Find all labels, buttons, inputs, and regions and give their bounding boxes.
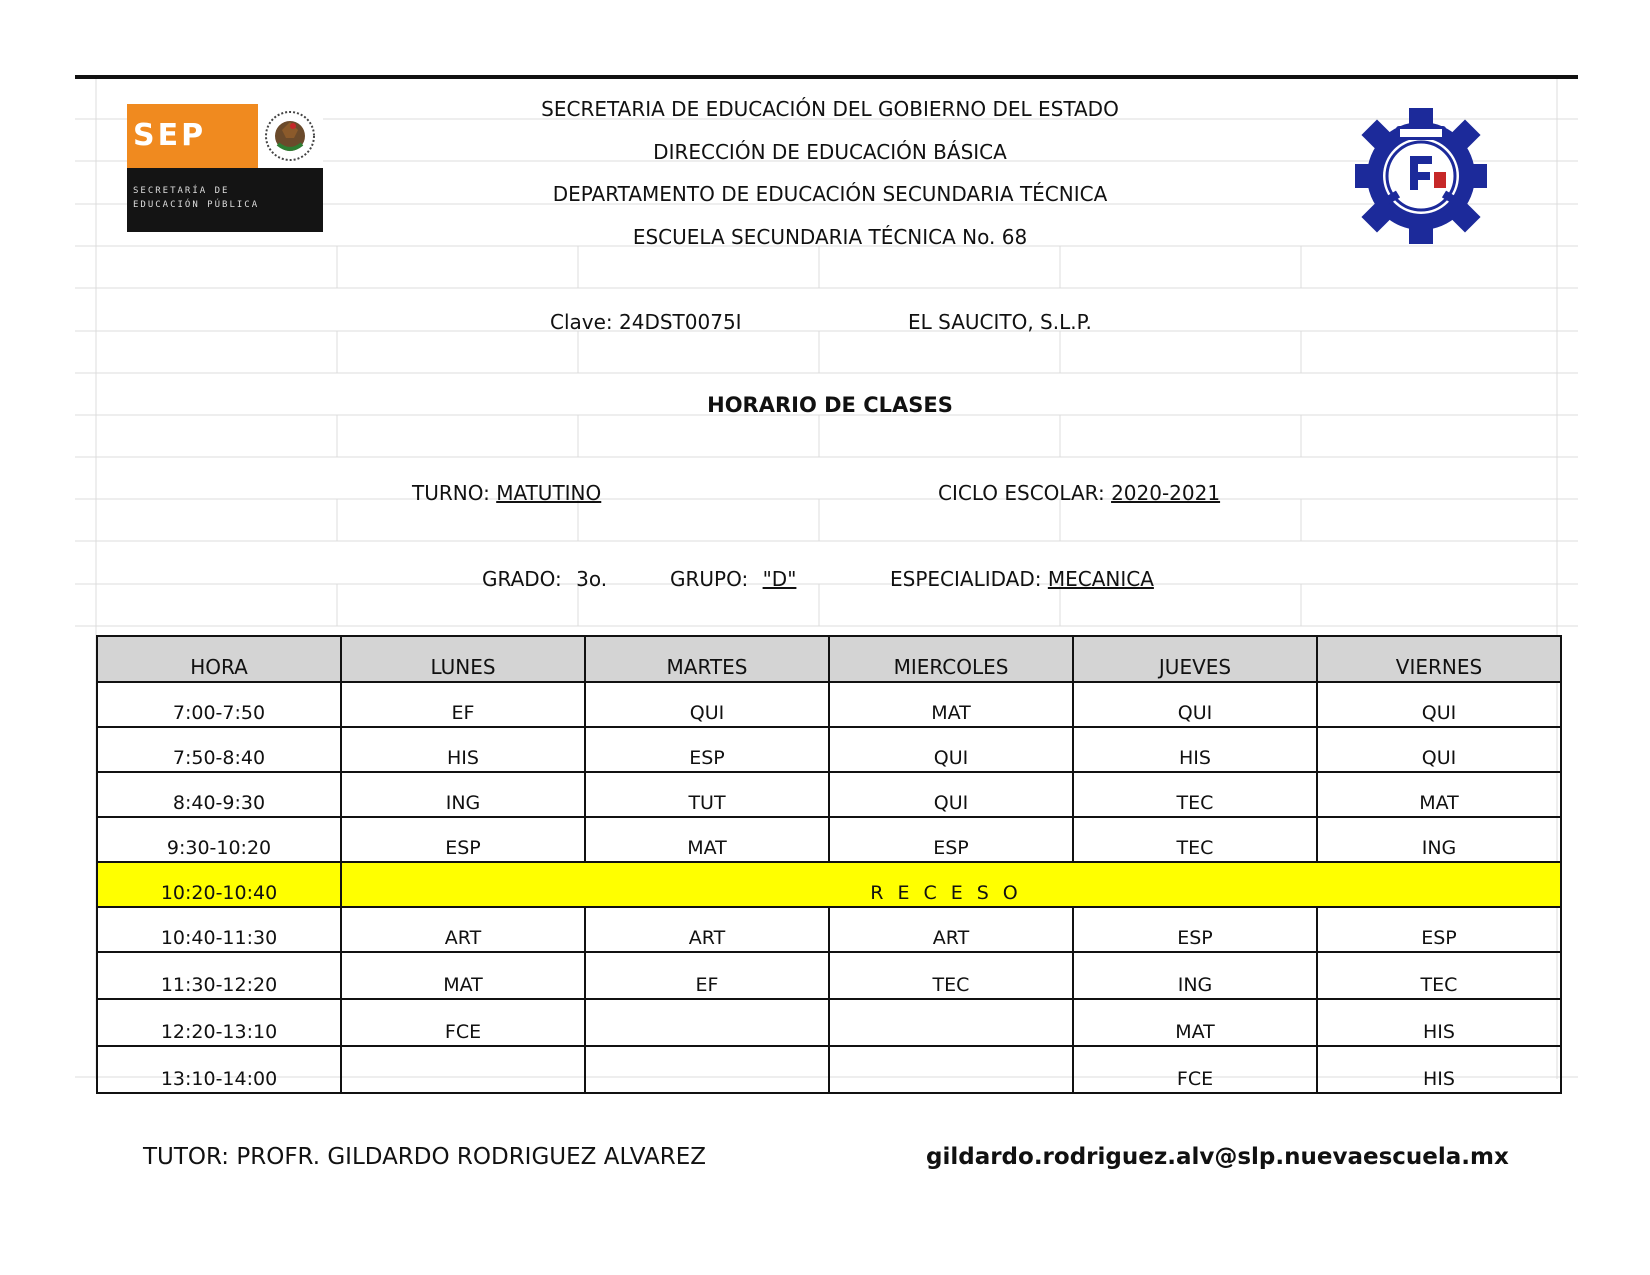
especialidad-value: MECANICA [1047,567,1154,591]
schedule-table [96,635,1562,1094]
cell-class [829,999,1073,1046]
cell-class: TEC [829,952,1073,999]
table-row [97,817,1561,862]
ciclo-label: CICLO ESCOLAR: [938,481,1105,505]
tutor-email: gildardo.rodriguez.alv@slp.nuevaescuela.mx [926,1144,1509,1170]
cell-class: HIS [1073,727,1317,772]
turno-value: MATUTINO [496,481,602,505]
school-name: ESCUELA SECUNDARIA TÉCNICA No. 68 [632,225,1028,249]
cell-class: HIS [1317,1046,1561,1093]
cell-time: 10:40-11:30 [97,907,341,952]
cell-class: FCE [1073,1046,1317,1093]
header-viernes: VIERNES [1317,636,1561,682]
grado-label: GRADO: [482,567,562,591]
school-gear-logo-icon [1338,106,1504,246]
cell-class: ESP [341,817,585,862]
especialidad-label: ESPECIALIDAD: [890,567,1042,591]
cell-class: ING [341,772,585,817]
cell-time: 8:40-9:30 [97,772,341,817]
table-row [97,727,1561,772]
sep-logo [127,104,323,232]
cell-class: MAT [1073,999,1317,1046]
recess-row [97,862,1561,907]
cell-class: HIS [341,727,585,772]
cell-class: EF [341,682,585,727]
table-header-row [97,636,1561,682]
cell-class [585,999,829,1046]
cell-class: EF [585,952,829,999]
cell-class: TEC [1317,952,1561,999]
sep-subtitle [133,184,259,212]
cell-class: ING [1073,952,1317,999]
cell-class: ESP [1317,907,1561,952]
table-row [97,999,1561,1046]
cell-class: ART [829,907,1073,952]
especialidad-field [890,567,1154,591]
cell-class [585,1046,829,1093]
table-row [97,682,1561,727]
recess-label: RECESO [341,862,1561,907]
header-martes: MARTES [585,636,829,682]
cell-class: QUI [1317,727,1561,772]
cell-class: ART [585,907,829,952]
cell-class: MAT [585,817,829,862]
grado-field [482,567,607,591]
cell-class: QUI [829,727,1073,772]
sep-logo-text: SEP [127,104,258,168]
cell-time: 7:50-8:40 [97,727,341,772]
page-title: HORARIO DE CLASES [707,393,953,417]
table-row [97,952,1561,999]
header-hora: HORA [97,636,341,682]
cell-class: TEC [1073,772,1317,817]
grupo-field [670,567,796,591]
cell-class: ESP [585,727,829,772]
cell-class: TUT [585,772,829,817]
header-jueves: JUEVES [1073,636,1317,682]
header-line-2: DIRECCIÓN DE EDUCACIÓN BÁSICA [653,140,1007,164]
header-line-3: DEPARTAMENTO DE EDUCACIÓN SECUNDARIA TÉCNICA [552,182,1108,206]
cell-class: ING [1317,817,1561,862]
turno-field [412,481,601,505]
cell-class: QUI [585,682,829,727]
header-lunes: LUNES [341,636,585,682]
turno-label: TURNO: [412,481,490,505]
cell-class: HIS [1317,999,1561,1046]
tutor-name: TUTOR: PROFR. GILDARDO RODRIGUEZ ALVAREZ [143,1144,707,1170]
cell-time: 12:20-13:10 [97,999,341,1046]
table-row [97,1046,1561,1093]
header-miercoles: MIERCOLES [829,636,1073,682]
cell-time: 9:30-10:20 [97,817,341,862]
cell-time: 7:00-7:50 [97,682,341,727]
table-row [97,772,1561,817]
cell-class: MAT [829,682,1073,727]
cell-class: TEC [1073,817,1317,862]
school-code: Clave: 24DST0075I [550,310,742,334]
cell-class: QUI [1317,682,1561,727]
cell-class: ESP [1073,907,1317,952]
cell-class [341,1046,585,1093]
cell-class: MAT [1317,772,1561,817]
grupo-label: GRUPO: [670,567,749,591]
mexico-coat-of-arms-icon [258,104,323,168]
sep-subtitle-line-1: SECRETARÍA DE [133,186,230,196]
ciclo-field [938,481,1220,505]
cell-class: ESP [829,817,1073,862]
grupo-value: "D" [762,567,797,591]
cell-time: 11:30-12:20 [97,952,341,999]
cell-class: MAT [341,952,585,999]
cell-class: ART [341,907,585,952]
ciclo-value: 2020-2021 [1111,481,1221,505]
cell-class: QUI [1073,682,1317,727]
recess-time: 10:20-10:40 [97,862,341,907]
table-row [97,907,1561,952]
cell-class: FCE [341,999,585,1046]
cell-time: 13:10-14:00 [97,1046,341,1093]
sep-subtitle-line-2: EDUCACIÓN PÚBLICA [133,200,260,210]
school-location: EL SAUCITO, S.L.P. [908,310,1092,334]
cell-class [829,1046,1073,1093]
header-line-1: SECRETARIA DE EDUCACIÓN DEL GOBIERNO DEL ESTADO [541,97,1119,121]
cell-class: QUI [829,772,1073,817]
grado-value: 3o. [576,567,608,591]
